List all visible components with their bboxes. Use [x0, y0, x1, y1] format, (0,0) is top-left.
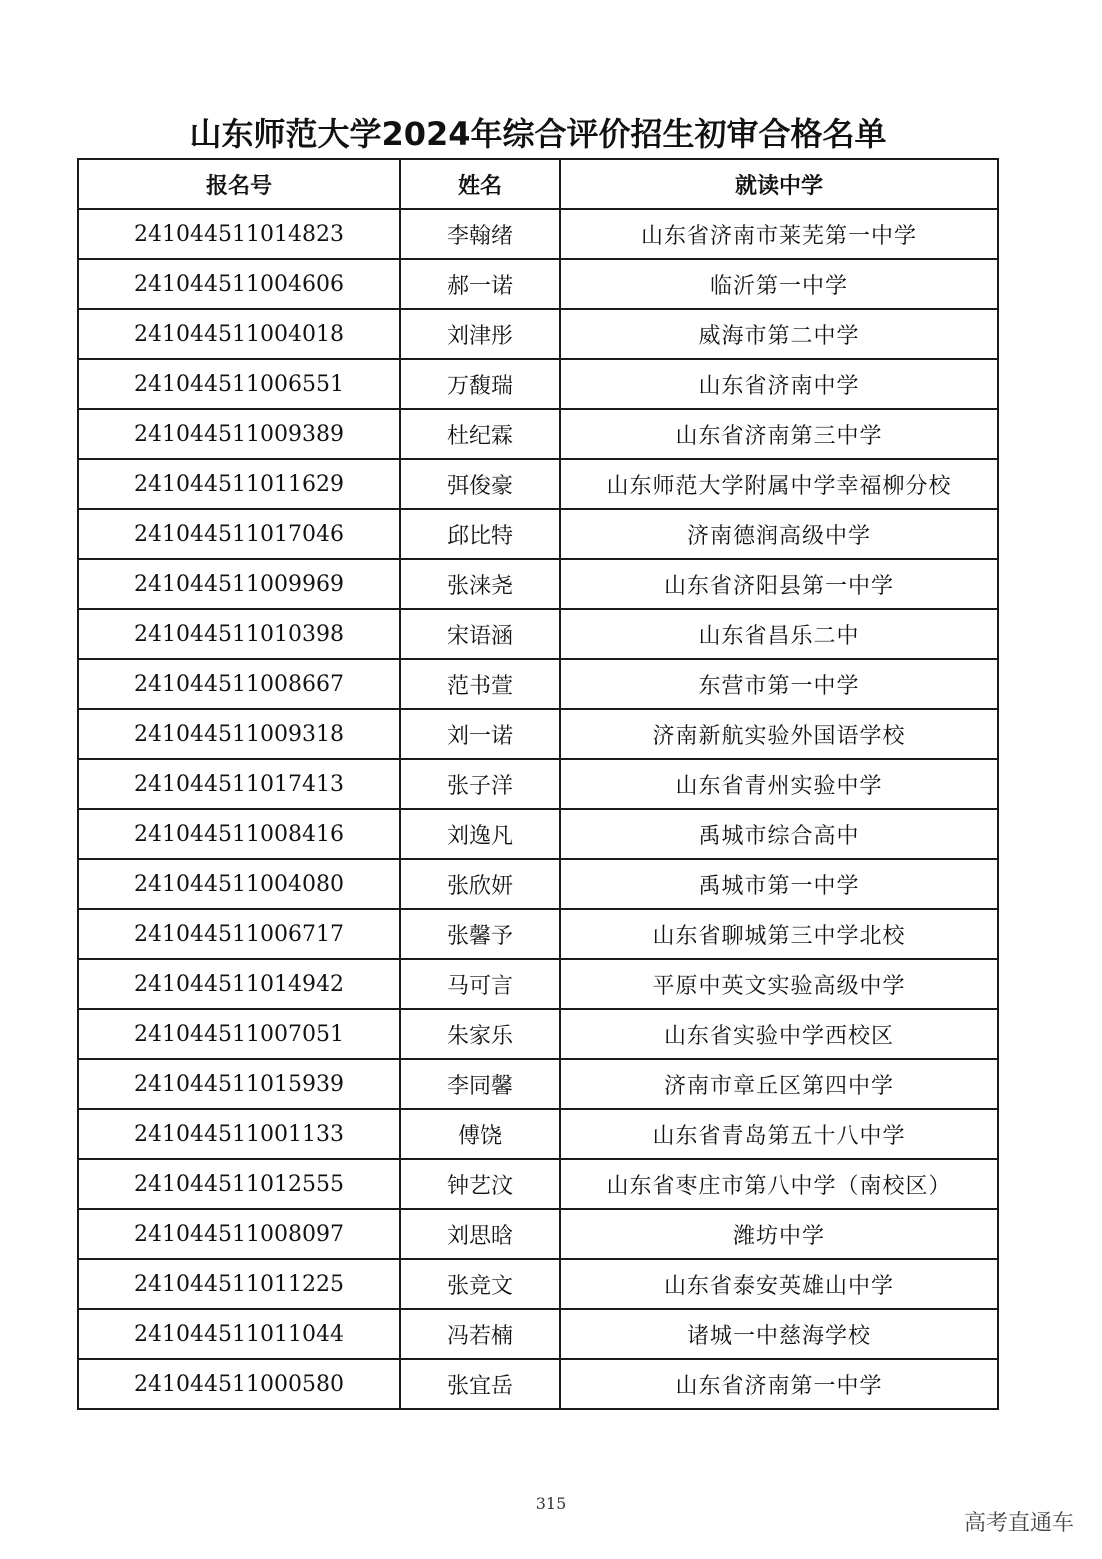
registration-number-cell: 241044511004606 — [78, 259, 400, 309]
school-cell: 禹城市综合高中 — [560, 809, 998, 859]
student-name-cell: 弭俊豪 — [400, 459, 560, 509]
registration-number-cell: 241044511017413 — [78, 759, 400, 809]
table-body — [78, 209, 998, 1409]
table-row — [78, 1159, 998, 1209]
table-row — [78, 1009, 998, 1059]
school-cell: 威海市第二中学 — [560, 309, 998, 359]
student-name-cell: 范书萱 — [400, 659, 560, 709]
school-cell: 山东省实验中学西校区 — [560, 1009, 998, 1059]
page-number: 315 — [535, 1494, 567, 1513]
registration-number-cell: 241044511011044 — [78, 1309, 400, 1359]
school-cell: 潍坊中学 — [560, 1209, 998, 1259]
table-row — [78, 559, 998, 609]
school-cell: 山东省青岛第五十八中学 — [560, 1109, 998, 1159]
student-name-cell: 张欣妍 — [400, 859, 560, 909]
table-row — [78, 1259, 998, 1309]
student-name-cell: 杜纪霖 — [400, 409, 560, 459]
table-row — [78, 959, 998, 1009]
table-row — [78, 859, 998, 909]
table-row — [78, 1109, 998, 1159]
school-cell: 东营市第一中学 — [560, 659, 998, 709]
student-name-cell: 张宜岳 — [400, 1359, 560, 1409]
school-cell: 济南德润高级中学 — [560, 509, 998, 559]
school-cell: 诸城一中慈海学校 — [560, 1309, 998, 1359]
table-row — [78, 309, 998, 359]
school-cell: 济南新航实验外国语学校 — [560, 709, 998, 759]
table-row — [78, 809, 998, 859]
school-cell: 济南市章丘区第四中学 — [560, 1059, 998, 1109]
header-school: 就读中学 — [560, 159, 998, 209]
registration-number-cell: 241044511014823 — [78, 209, 400, 259]
watermark: 高考直通车 — [963, 1511, 1074, 1536]
student-name-cell: 刘一诺 — [400, 709, 560, 759]
table-row — [78, 209, 998, 259]
registration-number-cell: 241044511001133 — [78, 1109, 400, 1159]
table-row — [78, 759, 998, 809]
registration-number-cell: 241044511014942 — [78, 959, 400, 1009]
table-row — [78, 909, 998, 959]
student-name-cell: 万馥瑞 — [400, 359, 560, 409]
student-name-cell: 李同馨 — [400, 1059, 560, 1109]
student-name-cell: 冯若楠 — [400, 1309, 560, 1359]
student-name-cell: 郝一诺 — [400, 259, 560, 309]
registration-number-cell: 241044511009318 — [78, 709, 400, 759]
table-row — [78, 459, 998, 509]
registration-number-cell: 241044511006551 — [78, 359, 400, 409]
school-cell: 山东省济南第三中学 — [560, 409, 998, 459]
student-name-cell: 傅饶 — [400, 1109, 560, 1159]
table-header-row — [78, 159, 998, 209]
school-cell: 临沂第一中学 — [560, 259, 998, 309]
student-name-cell: 张竞文 — [400, 1259, 560, 1309]
student-name-cell: 钟艺汶 — [400, 1159, 560, 1209]
student-name-cell: 张涞尧 — [400, 559, 560, 609]
registration-number-cell: 241044511004080 — [78, 859, 400, 909]
header-name: 姓名 — [400, 159, 560, 209]
registration-number-cell: 241044511006717 — [78, 909, 400, 959]
table-row — [78, 659, 998, 709]
table-row — [78, 709, 998, 759]
registration-number-cell: 241044511010398 — [78, 609, 400, 659]
school-cell: 山东省昌乐二中 — [560, 609, 998, 659]
registration-number-cell: 241044511004018 — [78, 309, 400, 359]
student-name-cell: 邱比特 — [400, 509, 560, 559]
registration-number-cell: 241044511015939 — [78, 1059, 400, 1109]
school-cell: 山东省泰安英雄山中学 — [560, 1259, 998, 1309]
registration-number-cell: 241044511009969 — [78, 559, 400, 609]
school-cell: 山东省枣庄市第八中学（南校区） — [560, 1159, 998, 1209]
registration-number-cell: 241044511012555 — [78, 1159, 400, 1209]
table-row — [78, 1359, 998, 1409]
header-registration-number: 报名号 — [78, 159, 400, 209]
registration-number-cell: 241044511017046 — [78, 509, 400, 559]
table-row — [78, 409, 998, 459]
student-name-cell: 张馨予 — [400, 909, 560, 959]
table-row — [78, 359, 998, 409]
school-cell: 山东省济南中学 — [560, 359, 998, 409]
school-cell: 山东省济阳县第一中学 — [560, 559, 998, 609]
table-row — [78, 609, 998, 659]
table-row — [78, 1059, 998, 1109]
qualified-list-table — [77, 158, 999, 1410]
student-name-cell: 张子洋 — [400, 759, 560, 809]
registration-number-cell: 241044511008097 — [78, 1209, 400, 1259]
school-cell: 山东省青州实验中学 — [560, 759, 998, 809]
document-title: 山东师范大学2024年综合评价招生初审合格名单 — [189, 115, 887, 153]
table-row — [78, 509, 998, 559]
registration-number-cell: 241044511008667 — [78, 659, 400, 709]
student-name-cell: 李翰绪 — [400, 209, 560, 259]
school-cell: 山东省济南第一中学 — [560, 1359, 998, 1409]
school-cell: 山东师范大学附属中学幸福柳分校 — [560, 459, 998, 509]
registration-number-cell: 241044511011629 — [78, 459, 400, 509]
table-row — [78, 259, 998, 309]
school-cell: 平原中英文实验高级中学 — [560, 959, 998, 1009]
registration-number-cell: 241044511007051 — [78, 1009, 400, 1059]
student-name-cell: 刘津彤 — [400, 309, 560, 359]
student-name-cell: 刘思晗 — [400, 1209, 560, 1259]
student-name-cell: 马可言 — [400, 959, 560, 1009]
registration-number-cell: 241044511011225 — [78, 1259, 400, 1309]
school-cell: 山东省济南市莱芜第一中学 — [560, 209, 998, 259]
student-name-cell: 刘逸凡 — [400, 809, 560, 859]
student-name-cell: 朱家乐 — [400, 1009, 560, 1059]
registration-number-cell: 241044511008416 — [78, 809, 400, 859]
registration-number-cell: 241044511000580 — [78, 1359, 400, 1409]
table-row — [78, 1309, 998, 1359]
registration-number-cell: 241044511009389 — [78, 409, 400, 459]
school-cell: 山东省聊城第三中学北校 — [560, 909, 998, 959]
table-row — [78, 1209, 998, 1259]
student-name-cell: 宋语涵 — [400, 609, 560, 659]
school-cell: 禹城市第一中学 — [560, 859, 998, 909]
